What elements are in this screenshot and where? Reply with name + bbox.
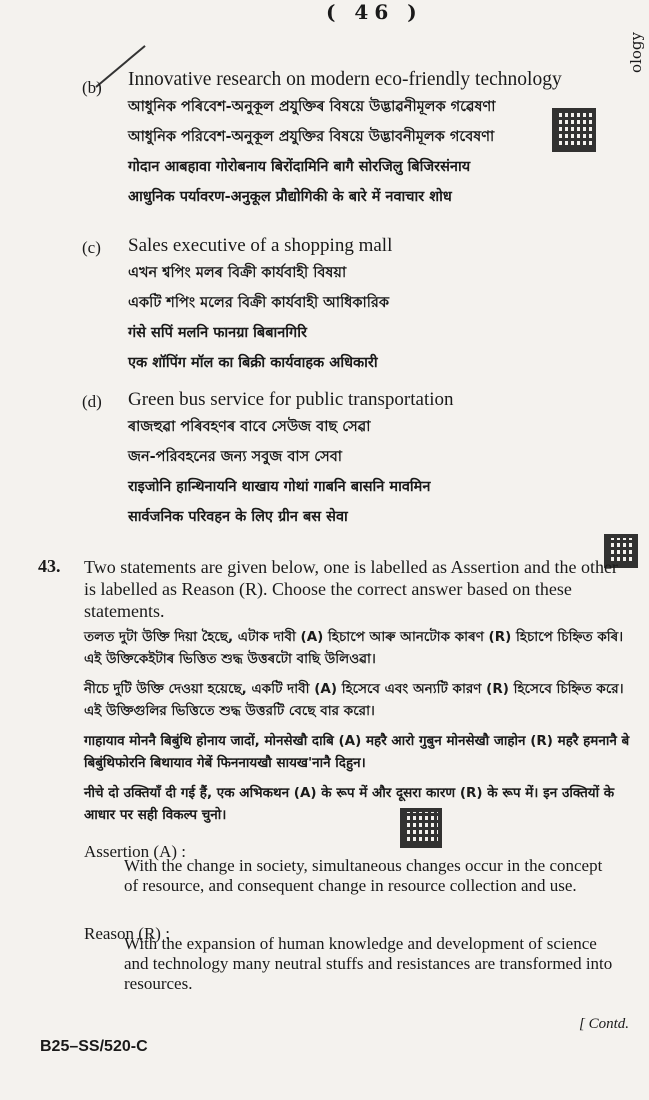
question-number: 43. <box>38 556 61 576</box>
question-bengali: নীচে দুটি উক্তি দেওয়া হয়েছে, একটি দাবী (A) হিসেবে এবং অন্যটি কারণ (R) হিসেবে চিহ্নিত করে। এই উক্তিগুলির ভিত্তিতে শুদ্ধ উত্তরটি বেছে বার করো। <box>84 681 624 719</box>
option-label: (c) <box>82 238 101 257</box>
assertion-label: Assertion (A) : <box>84 842 186 861</box>
option-line-bengali: আধুনিক পরিবেশ-অনুকূল প্রযুক্তির বিষয়ে উদ্ভাবনীমূলক গবেষণা <box>128 129 495 145</box>
option-line-hindi: सार्वजनिक परिवहन के लिए ग्रीन बस सेवा <box>128 509 348 525</box>
option-line-bengali: একটি শপিং মলের বিক্রী কার্যবাহী আধিকারিক <box>128 295 389 311</box>
option-line-bodo: गंसे सपिं मलनि फानग्रा बिबानगिरि <box>128 325 307 341</box>
option-label: (b) <box>82 78 102 97</box>
option-line-bodo: राइजोनि हान्थिनायनि थाखाय गोथां गाबनि बासनि मावमिन <box>128 479 431 495</box>
option-c <box>82 234 642 384</box>
reason-text: With the expansion of human knowledge and development of science and technology many neutral stuffs and resistances are transformed into resources. <box>124 934 613 993</box>
option-label: (d) <box>82 392 102 411</box>
continued-label: [ Contd. <box>578 1016 629 1032</box>
option-line-assamese: ৰাজহুৱা পৰিবহণৰ বাবে সেউজ বাছ সেৱা <box>128 419 371 435</box>
page-number: ( 46 ) <box>326 0 423 24</box>
question-hindi: नीचे दो उक्तियाँ दी गई हैं, एक अभिकथन (A) के रूप में और दूसरा कारण (R) के रूप में। इन उक्तियों के आधार पर सही विकल्प चुनो। <box>84 785 615 823</box>
option-line-bodo: गोदान आबहावा गोरोबनाय बिरोंदामिनि बागै सोरजिलु बिजिरसंनाय <box>128 159 471 175</box>
option-line-assamese: এখন শ্বপিং মলৰ বিক্ৰী কাৰ্যবাহী বিষয়া <box>128 265 347 281</box>
assertion-text: With the change in society, simultaneous changes occur in the concept of resource, and consequent change in resource collection and use. <box>124 856 603 895</box>
option-line-hindi: आधुनिक पर्यावरण-अनुकूल प्रौद्योगिकी के बारे में नवाचार शोध <box>128 189 452 205</box>
qr-code <box>400 808 442 848</box>
margin-fragment: ology <box>627 32 645 73</box>
option-line-assamese: আধুনিক পৰিবেশ-অনুকূল প্ৰযুক্তিৰ বিষয়ে উদ্ভাৱনীমূলক গৱেষণা <box>128 99 496 115</box>
option-line-english: Innovative research on modern eco-friendly technology <box>128 69 562 90</box>
reason-label: Reason (R) : <box>84 924 170 943</box>
option-line-bengali: জন-পরিবহনের জন্য সবুজ বাস সেবা <box>128 449 342 465</box>
qr-code <box>552 108 596 152</box>
option-line-english: Green bus service for public transportation <box>128 389 454 410</box>
question-assamese: তলত দুটা উক্তি দিয়া হৈছে, এটাক দাবী (A) হিচাপে আৰু আনটোক কাৰণ (R) হিচাপে চিহ্নিত কৰি। এই উক্তিকেইটাৰ ভিত্তিত শুদ্ধ উত্তৰটো বাছি উলিওৱা। <box>84 629 624 667</box>
paper-code: B25–SS/520-C <box>40 1038 148 1055</box>
option-line-english: Sales executive of a shopping mall <box>128 235 393 256</box>
option-d <box>82 388 642 538</box>
question-text: Two statements are given below, one is labelled as Assertion and the other is labelled as Reason (R). Choose the correct answer based on these statements. <box>84 557 618 621</box>
option-line-hindi: एक शॉपिंग मॉल का बिक्री कार्यवाहक अधिकारी <box>128 355 378 371</box>
question-bodo: गाहायाव मोननै बिबुंथि होनाय जादों, मोनसेखौ दाबि (A) महरै आरो गुबुन मोनसेखौ जाहोन (R) महरै हमनानै बे बिबुंथिफोरनि बिथायाव गेबें फिननायखौ सायख'नानै दिहुन। <box>84 733 630 771</box>
